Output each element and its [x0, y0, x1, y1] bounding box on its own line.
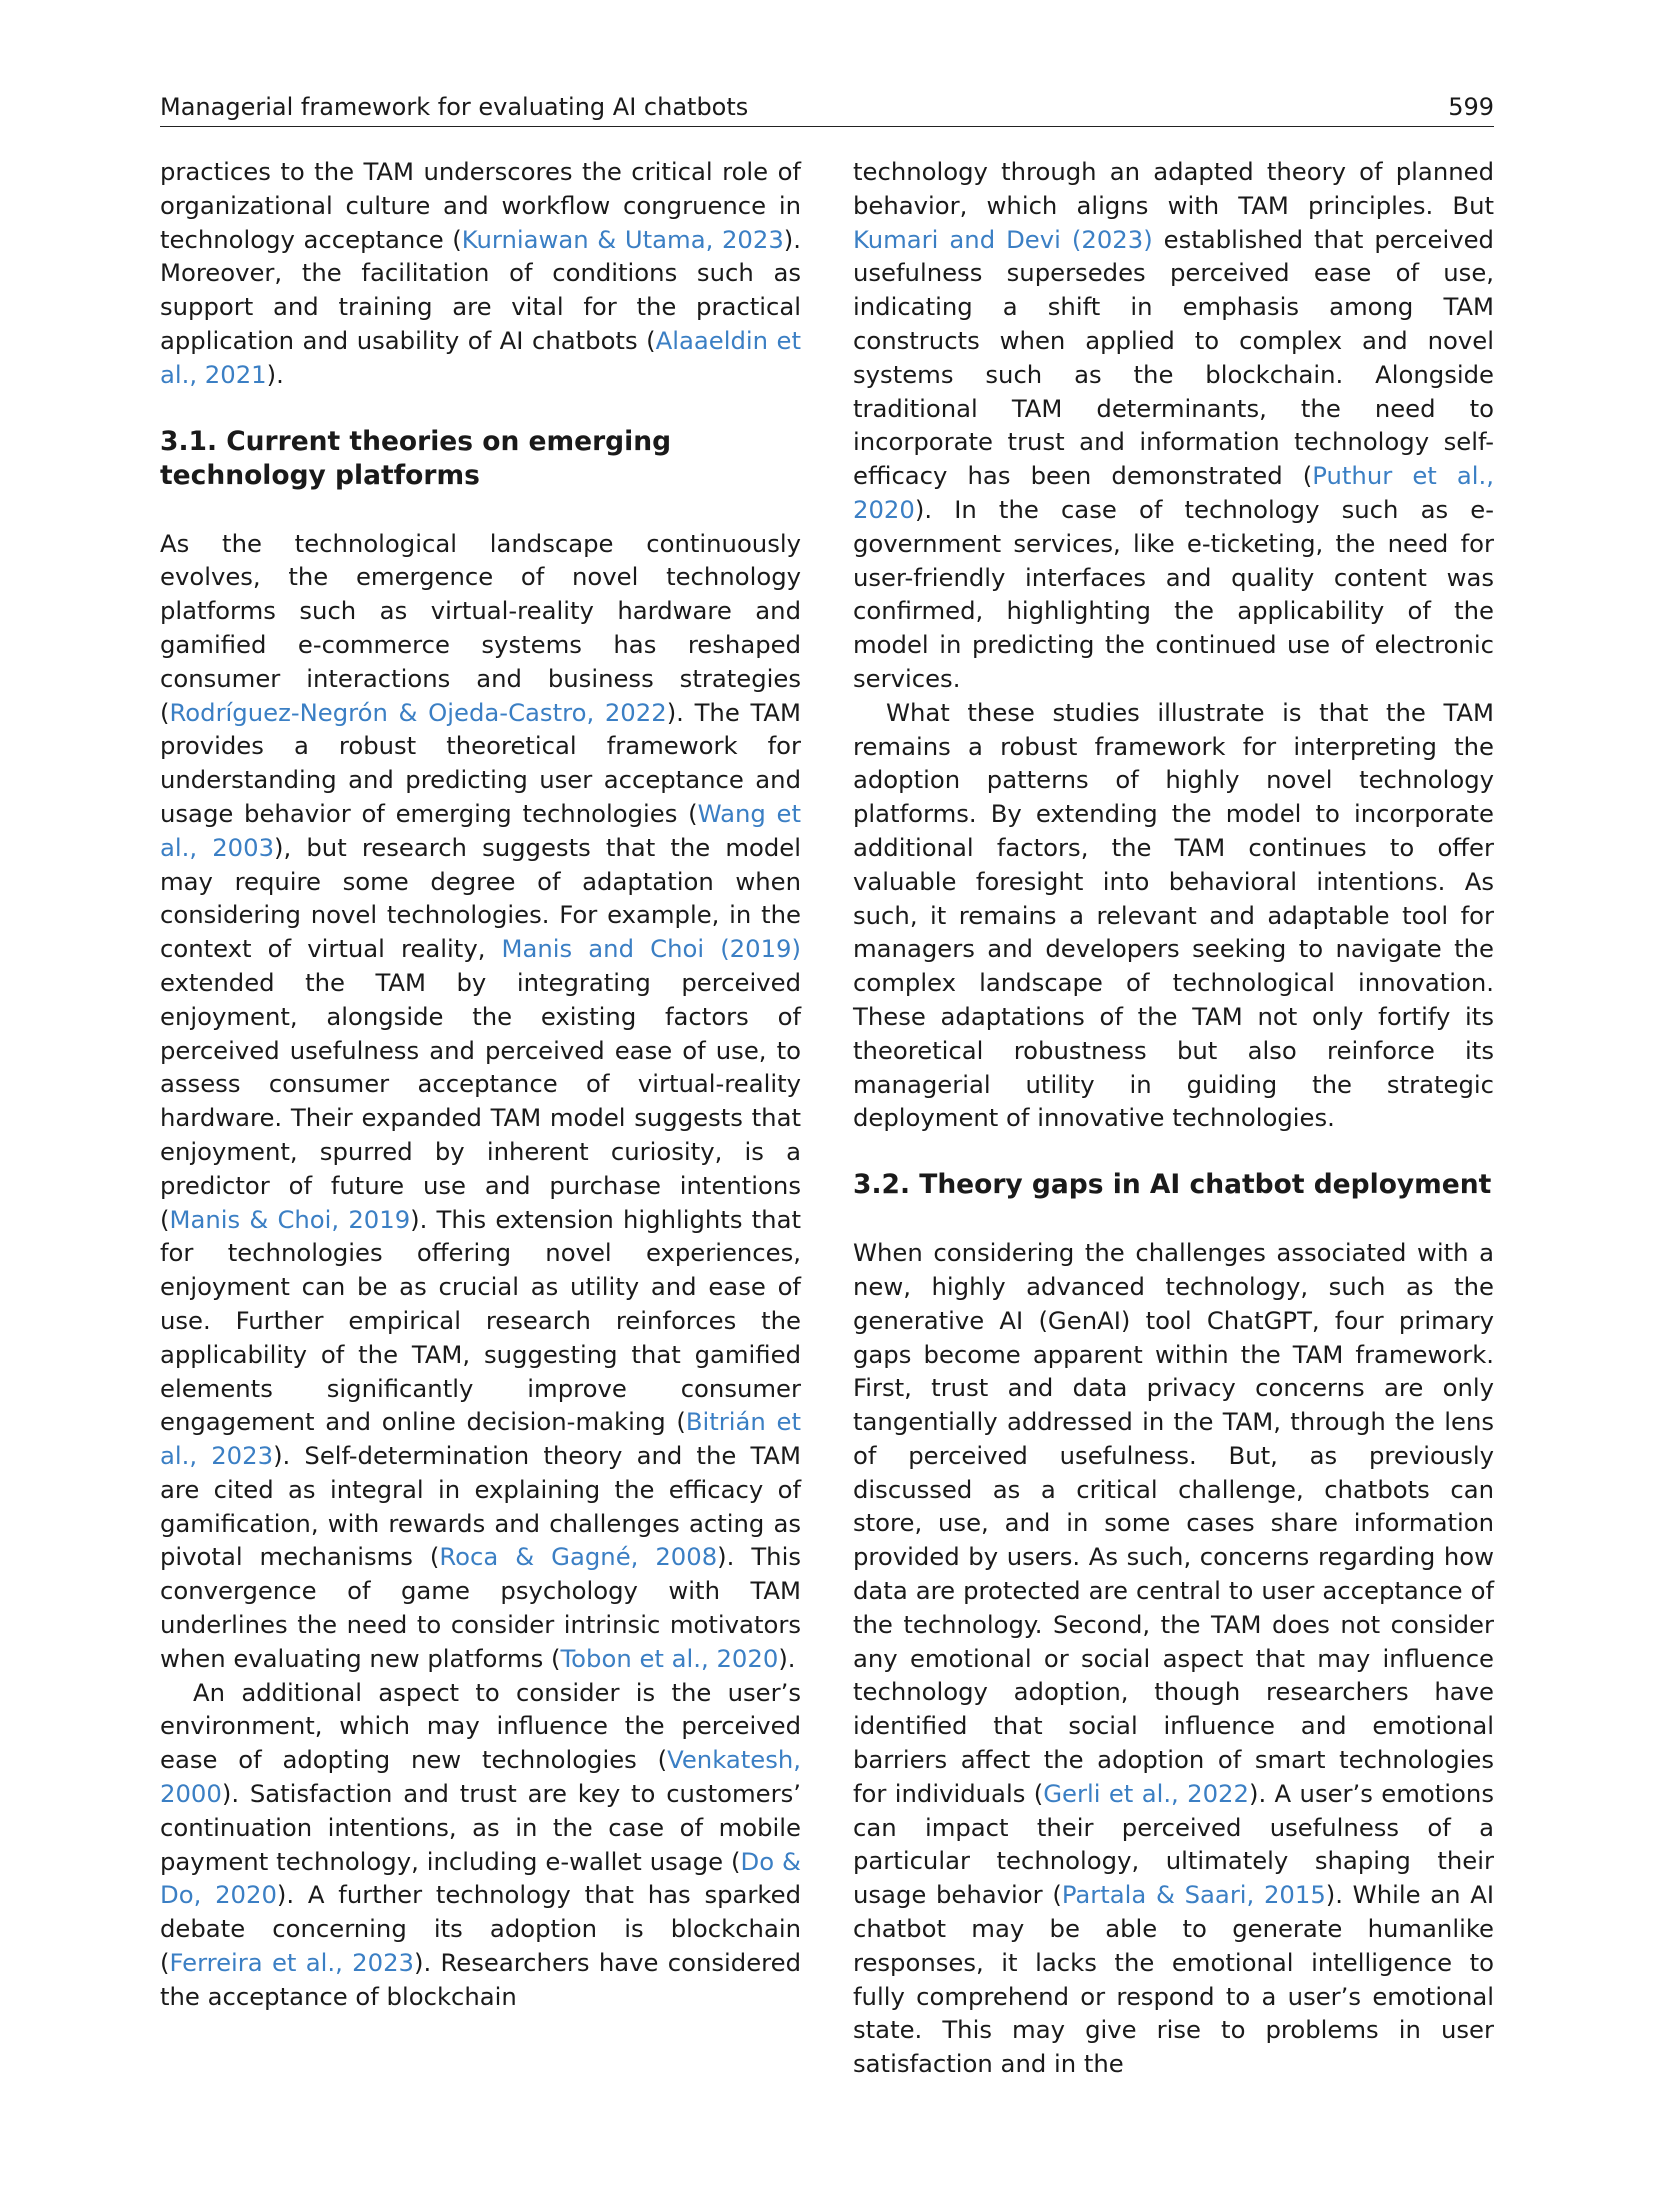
text-run: ).	[778, 1643, 796, 1673]
text-run: ). Moreover, the facilitation of conditions such as support and training are vital for the practical application and usability of AI chatbots (	[160, 224, 801, 355]
citation-link[interactable]: Kurniawan & Utama, 2023	[461, 224, 784, 254]
citation-link[interactable]: Ferreira et al., 2023	[169, 1948, 414, 1978]
citation-link[interactable]: Puthur et al., 2020	[853, 461, 1494, 524]
text-run: ). While an AI chatbot may be able to generate humanlike responses, it lacks the emotional intelligence to fully comprehend or respond to a user’s emotional state. This may give rise to problems in user satisfaction and in the	[853, 1880, 1494, 2079]
paragraph	[853, 155, 1494, 696]
text-run: ).	[266, 359, 284, 389]
citation-link[interactable]: Wang et al., 2003	[160, 798, 801, 862]
text-run: ). Self-determination theory and the TAM are cited as integral in explaining the efficacy of gamification, with rewards and challenges acting as pivotal mechanisms (	[160, 1441, 801, 1572]
text-run: practices to the TAM underscores the critical role of organizational culture and workflow congruence in technology acceptance (	[160, 157, 801, 254]
text-run: ). Researchers have considered the acceptance of blockchain	[160, 1948, 801, 2011]
text-run: technology through an adapted theory of planned behavior, which aligns with TAM principles. But	[853, 157, 1494, 220]
text-run: established that perceived usefulness supersedes perceived ease of use, indicating a shift in emphasis among TAM constructs when applied to complex and novel systems such as the blockchain. Alongside traditional TAM determinants, the need to incorporate trust and information technology self-efficacy has been demonstrated (	[853, 224, 1494, 491]
citation-link[interactable]: Bitrián et al., 2023	[160, 1407, 802, 1471]
paragraph: What these studies illustrate is that the TAM remains a robust framework for interpreting the adoption patterns of highly novel technology platforms. By extending the model to incorporate additional factors, the TAM continues to offer valuable foresight into behavioral intentions. As such, it remains a relevant and adaptable tool for managers and developers seeking to navigate the complex landscape of technological innovation. These adaptations of the TAM not only fortify its theoretical robustness but also reinforce its managerial utility in guiding the strategic deployment of innovative technologies.	[853, 697, 1494, 1133]
paragraph	[160, 155, 801, 392]
citation-link[interactable]: Tobon et al., 2020	[560, 1643, 779, 1673]
citation-link[interactable]: Venkatesh, 2000	[160, 1745, 801, 1809]
text-run: extended the TAM by integrating perceived enjoyment, alongside the existing factors of perceived usefulness and perceived ease of use, to assess consumer acceptance of virtual-reality hardware. Their expanded TAM model suggests that enjoyment, spurred by inherent curiosity, is a predictor of future use and purchase intentions (	[160, 967, 801, 1234]
citation-link[interactable]: Roca & Gagné, 2008	[439, 1542, 718, 1572]
section-heading-3-1: 3.1. Current theories on emerging technology platforms	[160, 425, 672, 491]
text-run: ), but research suggests that the model may require some degree of adaptation when considering novel technologies. For example, in the context of virtual reality,	[160, 832, 801, 964]
citation-link[interactable]: Partala & Saari, 2015	[1061, 1880, 1326, 1910]
left-column	[160, 155, 801, 2014]
text-run: ). A further technology that has sparked debate concerning its adoption is blockchain (	[160, 1880, 801, 1978]
citation-link[interactable]: Rodríguez-Negrón & Ojeda-Castro, 2022	[169, 697, 667, 727]
right-column	[853, 155, 1494, 2081]
text-run: An additional aspect to consider is the user’s environment, which may influence the perceived ease of adopting new technologies (	[160, 1677, 801, 1775]
citation-link[interactable]: Manis and Choi (2019)	[501, 934, 801, 964]
running-head	[160, 90, 1494, 127]
text-run: ). This convergence of game psychology with TAM underlines the need to consider intrinsic motivators when evaluating new platforms (	[160, 1542, 801, 1673]
section-heading-3-2: 3.2. Theory gaps in AI chatbot deployment	[853, 1169, 1492, 1201]
paragraph	[853, 1236, 1494, 2081]
text-run: As the technological landscape continuously evolves, the emergence of novel technology platforms such as virtual-reality hardware and gamified e-commerce systems has reshaped consumer interactions and business strategies (	[160, 528, 801, 727]
paragraph	[160, 1676, 801, 2014]
text-run: ). The TAM provides a robust theoretical framework for understanding and predicting user acceptance and usage behavior of emerging technologies (	[160, 697, 801, 828]
citation-link[interactable]: Manis & Choi, 2019	[169, 1204, 411, 1234]
citation-link[interactable]: Alaaeldin et al., 2021	[160, 325, 801, 389]
citation-link[interactable]: Kumari and Devi (2023)	[853, 224, 1153, 254]
text-run: ). Satisfaction and trust are key to customers’ continuation intentions, as in the case of mobile payment technology, including e-wallet usage (	[160, 1779, 801, 1876]
page-number: 599	[1448, 93, 1494, 121]
paragraph	[160, 527, 801, 1676]
running-head-title: Managerial framework for evaluating AI chatbots	[160, 93, 749, 121]
text-run: ). This extension highlights that for technologies offering novel experiences, enjoyment can be as crucial as utility and ease of use. Further empirical research reinforces the applicability of the TAM, suggesting that gamified elements significantly improve consumer engagement and online decision-making (	[160, 1204, 801, 1437]
text-run: ). In the case of technology such as e-government services, like e-ticketing, the need for user-friendly interfaces and quality content was confirmed, highlighting the applicability of the model in predicting the continued use of electronic services.	[853, 494, 1494, 693]
citation-link[interactable]: Gerli et al., 2022	[1043, 1778, 1249, 1808]
text-run: When considering the challenges associated with a new, highly advanced technology, such as the generative AI (GenAI) tool ChatGPT, four primary gaps become apparent within the TAM framework. First, trust and data privacy concerns are only tangentially addressed in the TAM, through the lens of perceived usefulness. But, as previously discussed as a critical challenge, chatbots can store, use, and in some cases share information provided by users. As such, concerns regarding how data are protected are central to user acceptance of the technology. Second, the TAM does not consider any emotional or social aspect that may influence technology adoption, though researchers have identified that social influence and emotional barriers affect the adoption of smart technologies for individuals (	[853, 1238, 1494, 1808]
citation-link[interactable]: Do & Do, 2020	[160, 1846, 802, 1910]
text-run: ). A user’s emotions can impact their perceived usefulness of a particular technology, ultimately shaping their usage behavior (	[853, 1778, 1494, 1910]
